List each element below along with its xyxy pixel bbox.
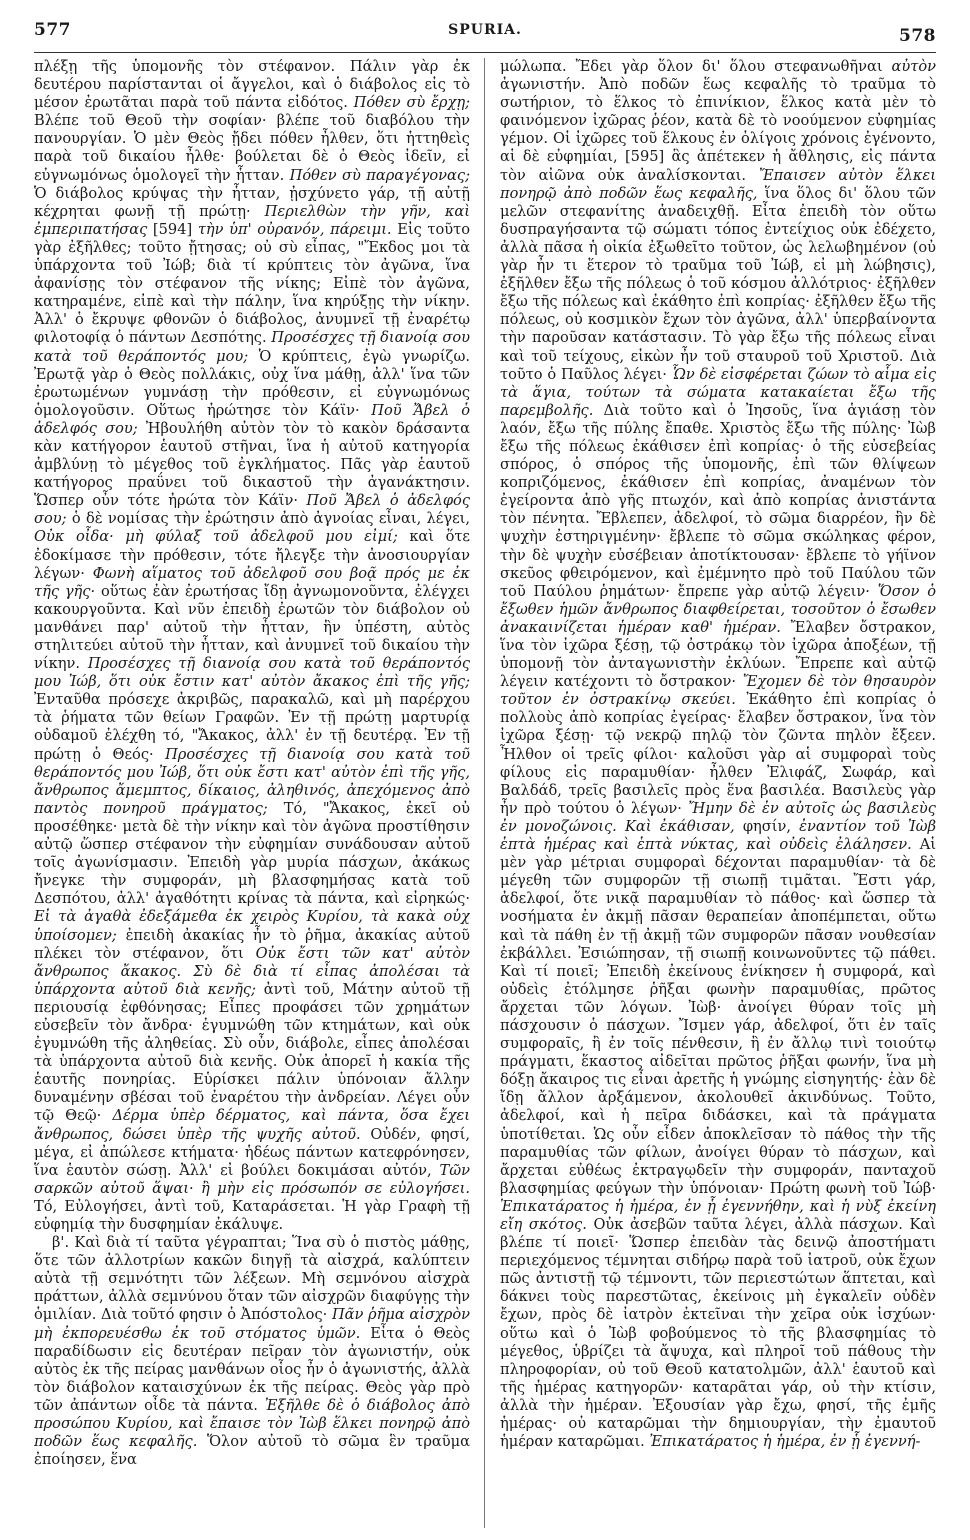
italic-quote: Ἔχομεν δὲ τὸν θησαυρὸν τοῦτον ἐν ὀστρακίνῳ σκεύει. <box>500 673 936 709</box>
page-header <box>34 18 936 48</box>
italic-quote: τὴν ὑπ' οὐρανόν, πάρειμι. <box>197 220 392 238</box>
text-span: Ἔλαβεν ὄστρακον, ἵνα τὸν ἰχῶρα ξέσῃ, τῷ ὀστράκῳ τὸν ἰχῶρα ἀποξέων, τῇ ὑπομονῇ τὸν ἀνταγωνιστὴν ἐκλύων. Ἔπρεπε καὶ αὐτῷ λέγειν κατέχοντι τὸ ὄστρακον· <box>500 618 936 691</box>
italic-quote: Οὐκ οἶδα· μὴ φύλαξ τοῦ ἀδελφοῦ μου εἰμί; <box>34 528 398 546</box>
text-span: ἀντὶ τοῦ, Μάτην αὐτοῦ τῇ περιουσίᾳ ἐφθόνησας; Εἶπες προφάσει τῶν χρημάτων εὐσεβεῖν τὸν ἄνδρα· ἐγυμνώθη τῶν κτημάτων, καὶ οὐκ ἐγυμνώθη τῆς ἀληθείας. Σὺ οὖν, διάβολε, εἶπες ἀπολέσαι τὰ ὑπάρχοντα αὐτοῦ διὰ κενῆς. Οὐκ ἀπορεῖ ἡ κακία τῆς ἑαυτῆς πονηρίας. Εὑρίσκει πάλιν ὑπόνοιαν ἄλλην δυναμένην σβέσαι τοῦ ἐναρέτου τὴν ἀνδρείαν. Λέγει οὖν τῷ Θεῷ· <box>34 980 470 1125</box>
italic-quote: Περιελθὼν τὴν γῆν, καὶ ἐμπεριπατήσας <box>34 202 470 238</box>
italic-quote: Εἰ τὰ ἀγαθὰ ἐδεξάμεθα ἐκ χειρὸς Κυρίου, τὰ κακὰ οὐχ ὑποίσομεν; <box>34 908 470 944</box>
italic-quote: Προσέσχες τῇ διανοίᾳ σου κατὰ τοῦ θεράποντός μου Ἰώβ, ὅτι οὐκ ἔστι κατ' αὐτὸν ἐπὶ τῆς γῆς, ἄνθρωπος ἄμεμπτος, δίκαιος, ἀληθινός, ἀπεχόμενος ἀπὸ παντὸς πονηροῦ πράγματος; <box>34 745 470 817</box>
italic-quote: αὐτὸν <box>891 58 936 75</box>
italic-quote: Τῶν σαρκῶν αὐτοῦ ἅψαι· ἢ μὴν εἰς πρόσωπόν σε εὐλογήσει. <box>34 1161 470 1197</box>
italic-quote: Προσέσχες τῇ διανοίᾳ σου κατὰ τοῦ θεράποντός μου Ἰώβ, ὅτι οὐκ ἔστιν κατ' αὐτὸν ἄκακος ἐπὶ τῆς γῆς; <box>34 655 470 691</box>
text-span: Ὅλον αὐτοῦ τὸ σῶμα ἓν τραῦμα ἐποίησεν, ἕνα <box>34 1433 470 1469</box>
text-span: [594] <box>147 220 198 238</box>
page-number-right: 578 <box>899 26 936 46</box>
text-span: καὶ ὅτε ἐδοκίμασε τὴν πρόθεσιν, τότε ἤλεγξε τὴν ἀνοσιουργίαν λέγων· <box>34 528 470 582</box>
text-span: Ἠβουλήθη αὐτὸν τὸν τὸ κακὸν δράσαντα κὰν κατήγορον ἑαυτοῦ στῆναι, ἵνα ἡ αὐτοῦ κατηγορία ἀμβλύνῃ τὸ μέγεθος τοῦ ἐγκλήματος. Πᾶς γὰρ ἑαυτοῦ κατήγορος πραΰνει τοῦ δικαστοῦ τὴν ἀγανάκτησιν. Ὥσπερ οὖν τότε ἠρώτα τὸν Κάϊν· <box>34 419 470 510</box>
italic-quote: Ὅσον ὁ ἔξωθεν ἡμῶν ἄνθρωπος διαφθείρεται, τοσοῦτον ὁ ἔσωθεν ἀνακαινίζεται ἡμέραν καθ' ἡμέραν. <box>500 582 936 636</box>
text-span: ἀγωνιστήν. Ἀπὸ ποδῶν ἕως κεφαλῆς τὸ τραῦμα τὸ σωτήριον, τὸ ἕλκος τὸ ἐπινίκιον, ἕλκος κατὰ μὲν τὸ φαινόμενον ἰχῶρας ῥέον, κατὰ δὲ τὸ νοούμενον εὐφημίας γέμον. Οἱ ἰχῶρες τοῦ ἕλκους ἐν ὀλίγοις χρόνοις ἐγένοντο, αἱ δὲ εὐφημίαι, [595] ἃς ἀπέτεκεν ἡ ἄθλησις, εἰς πάντα τὸν αἰῶνα οὐκ ἀναλίσκονται. <box>500 76 936 184</box>
text-span: πλέξῃ τῆς ὑπομονῆς τὸν στέφανον. Πάλιν γὰρ ἐκ δευτέρου παρίστανται οἱ ἄγγελοι, καὶ ὁ διάβολος εἰς τὸ μέσον ἐρωτᾶται παρὰ τοῦ πάντα εἰδότος. <box>34 58 470 112</box>
italic-quote: Πᾶν ῥῆμα αἰσχρὸν μὴ ἐκπορευέσθω ἐκ τοῦ στόματος ὑμῶν. <box>34 1306 470 1342</box>
text-span: Εἰς τοῦτο γὰρ ἐξῆλθες; τοῦτο ᾔτησας; οὐ σὺ εἶπας, "Ἔκδος μοι τὰ ὑπάρχοντα τοῦ Ἰώβ; διὰ τί κρύπτεις τὸν ἀγῶνα, ἵνα ἀφανίσῃς τὸν στέφανον τῆς νίκης; Εἰπὲ τὸν ἀγῶνα, κατηραμένε, εἰπὲ καὶ τὴν πάλην, ἵνα κηρύξῃς τὴν νίκην. Ἀλλ' ὁ ἔκρυψε φθονῶν ὁ διάβολος, ἀνυμνεῖ τῇ ἐναρέτῳ φιλοτοφίᾳ ὁ πάντων Δεσπότης. <box>34 220 470 347</box>
italic-quote: Ἔπαισεν αὐτὸν ἕλκει πονηρῷ ἀπὸ ποδῶν ἕως κεφαλῆς, <box>500 166 936 202</box>
header-rule <box>34 52 936 53</box>
paragraph <box>500 58 936 1451</box>
text-span: Εἶτα ὁ Θεὸς παραδίδωσιν εἰς δευτέραν πεῖραν τὸν ἀγωνιστήν, οὐκ αὐτὸς ἐκ τῆς πείρας μανθάνων οἷος ἦν ὁ ἀγωνιστής, ἀλλὰ τὸν διάβολον καταισχύνων ἐκ τῆς πείρας. Θεὸς γὰρ πρὸ τῶν ἀπάντων οἶδε τὰ πάντα. <box>34 1324 470 1414</box>
italic-quote: Φωνὴ αἵματος τοῦ ἀδελφοῦ σου βοᾷ πρός με ἐκ τῆς γῆς· <box>34 564 470 600</box>
right-column <box>500 58 936 1528</box>
text-span: Βλέπε τοῦ Θεοῦ τὴν σοφίαν· βλέπε τοῦ διαβόλου τὴν πανουργίαν. Ὁ μὲν Θεὸς ᾔδει πόθεν ἦλθεν, ὅτι ἡττηθεὶς παρὰ τοῦ δικαίου ἦλθε· βούλεται δὲ ὁ Θεὸς ἰδεῖν, εἰ εὐγνωμόνως ὁμολογεῖ τὴν ἧτταν. <box>34 112 470 184</box>
italic-quote: Πόθεν σὺ ἔρχῃ; <box>353 94 470 112</box>
text-span: Τό, Εὐλογήσει, ἀντὶ τοῦ, Καταράσεται. Ἡ γὰρ Γραφὴ τῇ εὐφημίᾳ τὴν δυσφημίαν ἐκάλυψε. <box>34 1197 470 1233</box>
text-span: Ἐκάθητο ἐπὶ κοπρίας ὁ πολλοὺς ἀπὸ κοπρίας ἐγείρας· ἔλαβεν ὄστρακον, ἵνα τὸν ἰχῶρα ξέσῃ· τῷ νεκρῷ πηλῷ τὸν ζῶντα πηλὸν ἔξεεν. Ἦλθον οἱ τρεῖς φίλοι· καλοῦσι γὰρ αἱ συμφοραὶ τοὺς φίλους εἰς παραμυθίαν· ἦλθεν Ἐλιφάζ, Σωφάρ, καὶ Βαλδάδ, τρεῖς βασιλεῖς πρὸς ἕνα βασιλέα. Βασιλεὺς γὰρ ἦν πρὸ τούτου ὁ λέγων· <box>500 691 936 817</box>
text-span: Ἐνταῦθα πρόσεχε ἀκριβῶς, παρακαλῶ, καὶ μὴ παρέρχου τὰ ῥήματα τῶν θείων Γραφῶν. Ἐν τῇ πρώτῃ μαρτυρίᾳ οὐδαμοῦ ἐλέχθη τό, "Ἄκακος, ἀλλ' ἐν τῇ δευτέρᾳ. Ἐν τῇ πρώτῃ ὁ Θεός· <box>34 691 470 763</box>
italic-quote: ἐναντίον τοῦ Ἰὼβ ἑπτὰ ἡμέρας καὶ ἑπτὰ νύκτας, καὶ οὐδεὶς ἐλάλησεν. <box>500 817 936 854</box>
text-span: ἐπειδὴ ἀκακίας ἦν τὸ ῥῆμα, ἀκακίας αὐτοῦ πλέκει τὸν στέφανον, ὅτι <box>34 926 470 962</box>
italic-quote: Ποῦ Ἄβελ ὁ ἀδελφός σου; <box>34 401 470 437</box>
italic-quote: Ἐπικατάρατος ἡ ἡμέρα, ἐν ᾗ ἐγεννήθην, καὶ ἡ νὺξ ἐκείνη εἴη σκότος. <box>500 1197 936 1233</box>
text-span: οὕτως ἐὰν ἐρωτήσας ἴδῃ ἀγνωμονοῦντα, ἐλέγχει κακουργοῦντα. Καὶ νῦν ἐπειδὴ ἐρωτῶν τὸν διάβολον οὐ μανθάνει παρ' αὐτοῦ τὴν ἧτταν, ἣν ὑπέστη, αὐτὸς στηλιτεύει αὐτοῦ τὴν ἧτταν, καὶ ἀνυμνεῖ τοῦ δικαίου τὴν νίκην. <box>34 582 470 673</box>
italic-quote: Πόθεν σὺ παραγέγονας; <box>289 166 470 184</box>
paragraph <box>34 58 470 1234</box>
text-span: Οὐδέν, φησί, μέγα, εἰ ἀπώλεσε κτήματα· ἡδέως πάντων κατεφρόνησεν, ἵνα ἑαυτὸν σώσῃ. Ἀλλ' εἰ βούλει δοκιμάσαι αὐτόν, <box>34 1125 470 1179</box>
italic-quote: Δέρμα ὑπὲρ δέρματος, καὶ πάντα, ὅσα ἔχει ἄνθρωπος, δώσει ὑπὲρ τῆς ψυχῆς αὐτοῦ. <box>34 1107 470 1143</box>
text-span: Οὐκ ἀσεβῶν ταῦτα λέγει, ἀλλὰ πάσχων. Καὶ βλέπε τί ποιεῖ· Ὥσπερ ἐπειδὰν τὰς δεινῷ ἀποστήματι περιεχόμενος τέμνηται σιδήρῳ παρὰ τοῦ ἰατροῦ, οὐκ ἔχων πῶς ἀντιστῇ τῷ τέμνοντι, τῶν περιεστώτων ἅπτεται, καὶ δάκνει τοὺς παρεστῶτας, ἐκείνοις μὴ ἐγκαλεῖν οὐδὲν ἔχων, πρὸς δὲ ἰατρὸν ἐκτεῖναι τὴν χεῖρα οὐκ ἰσχύων· οὕτω καὶ ὁ Ἰὼβ φοβούμενος τὸ τῆς βλασφημίας τὸ μέγεθος, ὑβρίζει τὰ ἄψυχα, καὶ πληροῖ τοῦ πάθους τὴν πληροφορίαν, οὐ τοῦ Θεοῦ κατατολμῶν, ἀλλ' ἑαυτοῦ καὶ τῆς ἡμέρας κατηγορῶν· καταρᾶται γάρ, οὐ τὴν κτίσιν, ἀλλὰ τὴν ἡμέραν. Ἐξουσίαν γὰρ ἔχω, φησί, τῆς ἐμῆς ἡμέρας· οὐ καταρῶμαι τὴν δημιουργίαν, τὴν ἐμαυτοῦ ἡμέραν καταρῶμαι. <box>500 1216 936 1451</box>
text-span: Ὁ κρύπτεις, ἐγὼ γνωρίζω. Ἐρωτᾷ γὰρ ὁ Θεὸς πολλάκις, οὐχ ἵνα μάθῃ, ἀλλ' ἵνα τῶν ἐρωτωμένων γυμνάσῃ τὴν πρόθεσιν, εἰ εὐγνωμόνως ὁμολογοῦσιν. Οὕτως ἠρώτησε τὸν Κάϊν· <box>34 347 470 419</box>
running-title: SPURIA. <box>448 22 522 38</box>
left-column <box>34 58 470 1528</box>
text-span: Διὰ τοῦτο καὶ ὁ Ἰησοῦς, ἵνα ἁγιάσῃ τὸν λαόν, ἔξω τῆς πύλης ἔπαθε. Χριστὸς ἔξω τῆς πύλης· Ἰὼβ ἔξω τῆς πόλεως ἐκάθισεν ἐπὶ κοπρίας· ὁ τῆς εὐσεβείας σπόρος, ὁ σπόρος τῆς ὑπομονῆς, ἐπὶ τῶν θλίψεων κοπριζόμενος, ἐκάθισεν ἐπὶ κοπρίας, ἀναμένων τὸν ἐγείροντα ἀπὸ γῆς πτωχόν, καὶ ἀπὸ κοπρίας ἀνιστάντα τὸν πένητα. Ἔβλεπεν, ἀδελφοί, τὸ σῶμα διαρρέον, ἣν δὲ ψυχὴν ἐστηριγμένην· ἔβλεπε τὸ σῶμα σκώληκας φέρον, τὴν δὲ ψυχὴν εὐσέβειαν ἀποτίκτουσαν· ἔβλεπε τὸ γήϊνον σκεῦος φθειρόμενον, καὶ ἐμέμνητο πρὸ τοῦ Παύλου τῶν τοῦ Παύλου ῥημάτων· ἔπρεπε γὰρ αὐτῷ λέγειν· <box>500 401 936 600</box>
page-number-left: 577 <box>34 20 71 40</box>
text-span: μώλωπα. Ἔδει γὰρ ὅλον δι' ὅλου στεφανωθῆναι <box>500 58 892 75</box>
text-span: φησίν, <box>734 817 800 835</box>
text-span: Αἱ μὲν γὰρ μέτριαι συμφοραὶ δέχονται παραμυθίαν· τὰ δὲ μέγεθη τῶν συμφορῶν τῇ σιωπῇ τιμᾶται. Ἔστι γάρ, ἀδελφοί, ὅτε νικᾷ παραμυθίαν τὸ πάθος· καὶ ὥσπερ τὰ νοσήματα ἐν ἀκμῇ πᾶσαν θεραπείαν ἀποπέμπεται, οὕτω καὶ τὰ πάθη ἐν τῇ ἀκμῇ τῶν συμφορῶν πᾶσαν νουθεσίαν ἐκβάλλει. Ἐσιώπησαν, τῇ σιωπῇ κοινωνοῦντες τῷ πάθει. Καὶ τί ποιεῖ; Ἐπειδὴ ἐκείνους ἐνίκησεν ἡ συμφορά, καὶ οὐδεὶς ἐτόλμησε ῥῆξαι φωνὴν παραμυθίας, πρῶτος ἄρχεται τῶν λόγων. Ἰὼβ· ἀνοίγει θύραν τοῖς μὴ πάσχουσιν ὁ πάσχων. Ἴσμεν γάρ, ἀδελφοί, ὅτι ἐν ταῖς συμφοραῖς, ἢ ἐν τοῖς πένθεσιν, ἢ ἐν ἄλλῳ τινὶ τοιούτῳ πράγματι, ἕκαστος αἰδεῖται πρῶτος ῥῆξαι φωνήν, ἵνα μὴ δόξῃ ἄκαιρος τις εἶναι ἀρετῆς ἡ γνώμης εἰσηγητής· ἐὰν δὲ ἴδῃ ἄλλον ἀρξάμενον, ἀκολουθεῖ ἀκινδύνως. Τοῦτο, ἀδελφοί, καὶ ἡ πεῖρα διδάσκει, καὶ τὰ πράγματα ὑποτίθεται. Ὡς οὖν εἶδεν ἀποκλεῖσαν τὸ πάθος τὴν τῆς παραμυθίας τῶν φίλων, ἀνοίγει θύραν τὸ πάσχων, καὶ ἄρχεται εὐθέως ἐκτραγῳδεῖν τὴν συμφοράν, πανταχοῦ βλασφημίας φεύγων τὴν ὑπόνοιαν· Πρώτη φωνὴ τοῦ Ἰώβ· <box>500 836 936 1197</box>
italic-quote: Ὧν δὲ εἰσφέρεται ζώων τὸ αἷμα εἰς τὰ ἅγια, τούτων τὰ σώματα κατακαίεται ἔξω τῆς παρεμβολῆς. <box>500 365 936 419</box>
column-divider <box>484 58 485 1528</box>
italic-quote: Ποῦ Ἄβελ ὁ ἀδελφός σου; <box>34 492 470 528</box>
text-span: Ὁ διάβολος κρύψας τὴν ἧτταν, ᾐσχύνετο γάρ, τῇ αὐτῇ κέχρηται φωνῇ τῇ πρώτῃ· <box>34 184 470 220</box>
text-span: ὁ δὲ νομίσας τὴν ἐρώτησιν ἀπὸ ἀγνοίας εἶναι, λέγει, <box>66 510 470 528</box>
italic-quote: Οὐκ ἔστι τῶν κατ' αὐτὸν ἄνθρωπος ἄκακος. Σὺ δὲ διὰ τί εἶπας ἀπολέσαι τὰ ὑπάρχοντα αὐτοῦ διὰ κενῆς; <box>34 944 470 998</box>
text-span: ἵνα ὅλος δι' ὅλου τῶν μελῶν στεφανίτης ἀναδειχθῇ. Εἶτα ἐπειδὴ τὸν οὕτω δυσπραγήσαντα τῷ σώματι τόπος ἐντείχιος οὐκ ἐδέχετο, ἀλλὰ πᾶσα ἡ οἰκία ἐξωθεῖτο τοῦτον, ὡς λελωβημένον (οὐ γὰρ ἦν τι ἕτερον τὸ τραῦμα τοῦ Ἰώβ, εἰ μὴ λώβησις), ἐξῆλθεν ἔξω τῆς πόλεως ὁ τοῦ κόσμου ἀλλότριος· ἐξῆλθεν ἔξω τῆς πόλεως καὶ ἐκάθητο ἐπὶ κοπρίας· ἐξῆλθεν ἔξω τῆς πόλεως, οὐ κοσμικὸν ἔχων τὸν ἀγῶνα, ἀλλ' ὑπερβαίνοντα τὴν παροῦσαν κατάστασιν. Τὸ γὰρ ἔξω τῆς πόλεως εἶναι καὶ τοῦ τείχους, εἰκὼν ἦν τοῦ σταυροῦ τοῦ Χριστοῦ. Διὰ τοῦτο ὁ Παῦλος λέγει· <box>500 184 936 383</box>
text-span: β'. Καὶ διὰ τί ταῦτα γέγραπται; Ἵνα σὺ ὁ πιστὸς μάθῃς, ὅτε τῶν ἀλλοτρίων κακῶν διηγῇ τὰ αἰσχρά, καλύπτειν αὐτὰ τῇ σεμνότητι τῶν λέξεων. Μὴ σεμνόνου αἰσχρὰ πράττων, ἀλλὰ σεμνύνου ὅταν τῶν αἰσχρῶν διαφύγῃς τὴν ὁμιλίαν. Διὰ τοῦτό φησιν ὁ Ἀπόστολος· <box>34 1234 470 1324</box>
italic-quote: Ἐπικατάρατος ἡ ἡμέρα, ἐν ᾗ ἐγεννή- <box>649 1433 921 1451</box>
italic-quote: Προσέσχες τῇ διανοίᾳ σου κατὰ τοῦ θεράποντός μου; <box>34 329 470 365</box>
italic-quote: Ἐξῆλθε δὲ ὁ διάβολος ἀπὸ προσώπου Κυρίου, καὶ ἔπαισε τὸν Ἰὼβ ἕλκει πονηρῷ ἀπὸ ποδῶν ἕως κεφαλῆς. <box>34 1396 470 1451</box>
italic-quote: Ἤμην δὲ ἐν αὐτοῖς ὡς βασιλεὺς ἐν μονοζώνοις. Καὶ ἐκάθισαν, <box>500 799 936 835</box>
paragraph <box>34 1234 470 1469</box>
text-span: Τό, "Ἄκακος, ἐκεῖ οὐ προσέθηκε· μετὰ δὲ τὴν νίκην καὶ τὸν ἀγῶνα προστίθησιν αὐτῷ ὥσπερ στέφανον τὴν εὐφημίαν συνάδουσαν αὐτοῦ τοῖς ἀγωνίσμασιν. Ἐπειδὴ γὰρ μυρία πάσχων, ἀκάκως ἤνεγκε τὴν συμφοράν, μὴ βλασφημήσας κατὰ τοῦ Δεσπότου, ἀλλ' ἀγαθότητι κρίνας τὰ πάντα, καὶ εἰρηκώς· <box>34 799 470 908</box>
